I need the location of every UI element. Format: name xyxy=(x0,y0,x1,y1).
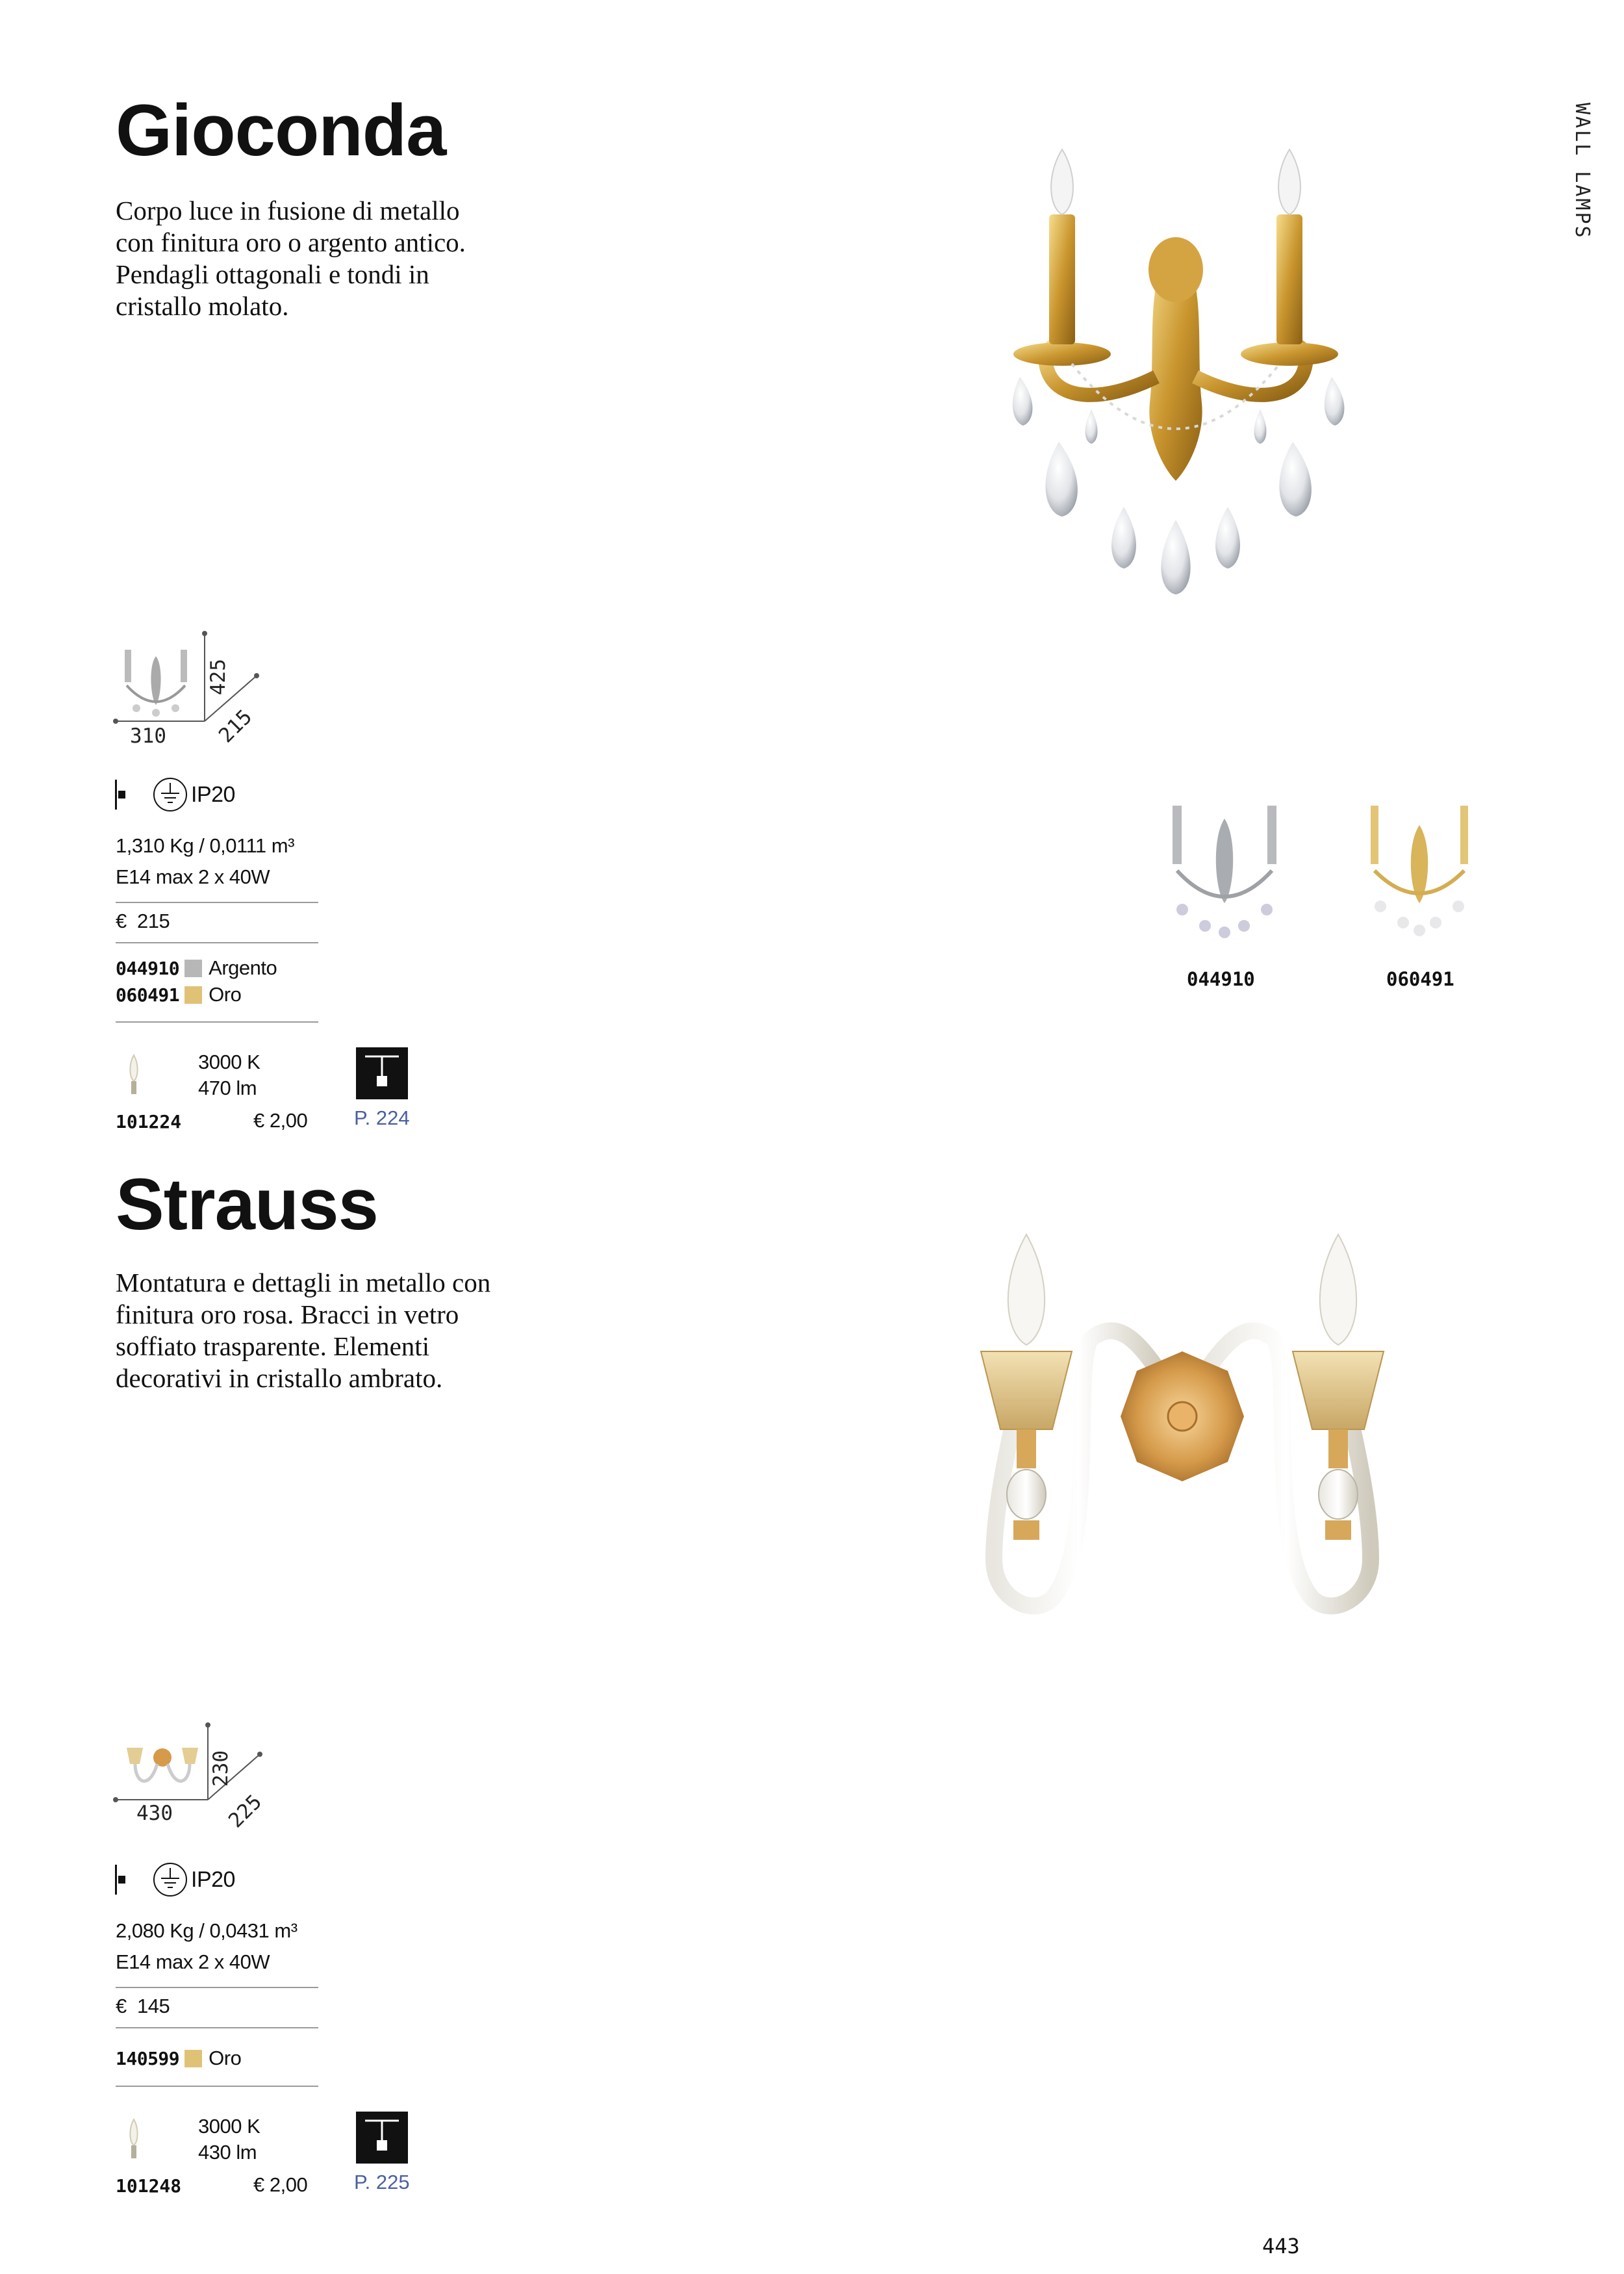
lamp-lumen: 470 lm xyxy=(198,1077,257,1099)
product-title-gioconda: Gioconda xyxy=(116,90,446,171)
product-image-gioconda xyxy=(961,130,1390,617)
dimension-width: 430 xyxy=(136,1802,173,1825)
light-direction-icon xyxy=(356,1047,408,1099)
dimensions-diagram-strauss xyxy=(110,1718,279,1848)
divider xyxy=(116,1987,318,1988)
ip-rating: IP20 xyxy=(191,1867,235,1892)
divider xyxy=(116,2027,318,2028)
lamp-code: 101248 xyxy=(116,2175,182,2197)
variant-list-gioconda xyxy=(116,955,277,1008)
bulb-spec: E14 max 2 x 40W xyxy=(116,865,270,888)
page-number: 443 xyxy=(1262,2234,1300,2258)
finish-swatch-argento xyxy=(184,960,202,977)
dimension-width: 310 xyxy=(130,724,166,748)
price-gioconda: € 215 xyxy=(116,910,170,932)
variant-item: 140599 Oro xyxy=(116,2047,242,2069)
lamp-lumen: 430 lm xyxy=(198,2141,257,2164)
lamp-temperature: 3000 K xyxy=(198,2115,260,2138)
lamp-price: € 2,00 xyxy=(253,1109,308,1132)
divider xyxy=(116,942,318,943)
finish-swatch-oro xyxy=(184,2050,202,2067)
spec-icons-strauss xyxy=(114,1863,235,1896)
variant-item: 044910 Argento xyxy=(116,956,277,979)
wall-mount-icon xyxy=(114,1863,129,1896)
dimension-depth: 225 xyxy=(224,1790,267,1833)
spec-icons-gioconda xyxy=(114,778,235,811)
lamp-temperature: 3000 K xyxy=(198,1051,260,1073)
ground-icon xyxy=(152,776,191,813)
lamp-code: 101224 xyxy=(116,1111,182,1132)
ip-rating: IP20 xyxy=(191,782,235,807)
divider xyxy=(116,2086,318,2087)
finish-swatch-oro xyxy=(184,986,202,1004)
price-strauss: € 145 xyxy=(116,1995,170,2017)
product-description-strauss: Montatura e dettagli in metallo con finitura oro rosa. Bracci in vetro soffiato trasparente. Elementi decorativi in cristallo ambrato. xyxy=(116,1268,491,1393)
thumbnail-argento xyxy=(1150,786,1299,949)
bulb-icon xyxy=(126,2117,142,2162)
lamp-page-link[interactable]: P. 225 xyxy=(354,2171,410,2193)
dimension-depth: 215 xyxy=(214,705,257,748)
lamp-price: € 2,00 xyxy=(253,2173,308,2196)
thumbnail-code-oro: 060491 xyxy=(1386,968,1454,990)
wall-mount-icon xyxy=(114,778,129,811)
ground-icon xyxy=(152,1861,191,1898)
product-title-strauss: Strauss xyxy=(116,1164,378,1245)
product-description-gioconda: Corpo luce in fusione di metallo con finitura oro o argento antico. Pendagli ottagonali e tondi in cristallo molato. xyxy=(116,196,466,321)
divider xyxy=(116,1021,318,1023)
weight-volume: 2,080 Kg / 0,0431 m³ xyxy=(116,1919,298,1942)
lamp-page-link[interactable]: P. 224 xyxy=(354,1106,410,1129)
bulb-spec: E14 max 2 x 40W xyxy=(116,1950,270,1973)
dimension-height: 230 xyxy=(209,1750,233,1787)
thumbnail-oro xyxy=(1351,786,1488,949)
dimension-height: 425 xyxy=(207,659,230,695)
variant-list-strauss xyxy=(116,2045,241,2072)
weight-volume: 1,310 Kg / 0,0111 m³ xyxy=(116,834,294,857)
product-image-strauss xyxy=(922,1208,1442,1650)
thumbnail-code-argento: 044910 xyxy=(1187,968,1255,990)
variant-item: 060491 Oro xyxy=(116,983,242,1006)
divider xyxy=(116,902,318,903)
light-direction-icon xyxy=(356,2112,408,2164)
section-side-label: WALL LAMPS xyxy=(1571,103,1593,240)
dimensions-diagram-gioconda xyxy=(110,627,279,757)
bulb-icon xyxy=(126,1053,142,1098)
